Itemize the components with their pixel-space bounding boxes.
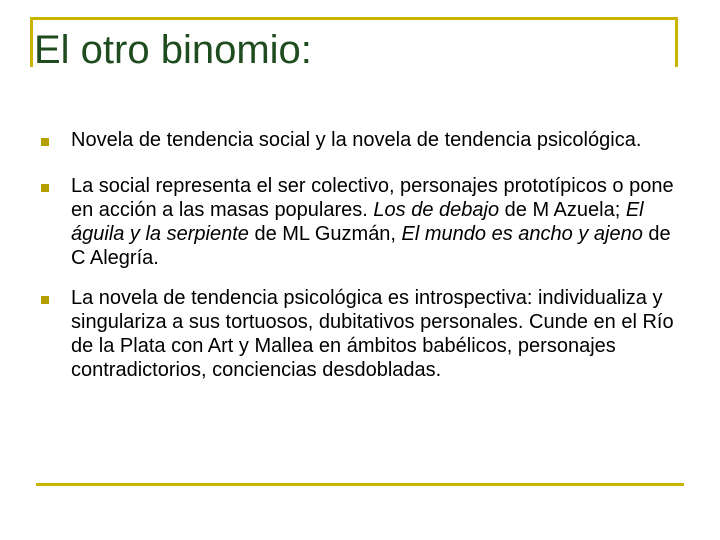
bullet-text: de C Alegría. <box>71 223 671 269</box>
bullet-text: La social representa el ser colectivo, personajes prototípicos o pone en acción a las masas populares. <box>71 175 674 221</box>
frame-left-line <box>30 17 33 67</box>
frame-top-line <box>30 17 678 20</box>
slide-title: El otro binomio: <box>34 26 318 74</box>
bullet-text: La novela de tendencia psicológica es introspectiva: individualiza y singulariza a sus tortuosos, dubitativos personales. Cunde en el Río de la Plata con Art y Mallea en ámbitos babélicos, personajes contradictorios, conciencias desdobladas. <box>71 287 674 381</box>
book-title: Los de debajo <box>373 199 500 221</box>
book-title: El mundo es ancho y ajeno <box>401 223 643 245</box>
bullet-text: de ML Guzmán, <box>248 223 402 245</box>
bullet-item-1 <box>36 128 676 152</box>
square-bullet-icon <box>41 138 49 146</box>
bullet-item-2 <box>36 174 676 270</box>
bullet-item-3 <box>36 286 676 382</box>
bullet-list <box>36 128 676 404</box>
frame-right-line <box>675 17 678 67</box>
bullet-text: Novela de tendencia social y la novela de tendencia psicológica. <box>71 129 642 151</box>
frame-bottom-line <box>36 483 684 486</box>
book-title: El águila y la serpiente <box>71 199 644 245</box>
square-bullet-icon <box>41 184 49 192</box>
bullet-text: de M Azuela; <box>499 199 626 221</box>
square-bullet-icon <box>41 296 49 304</box>
